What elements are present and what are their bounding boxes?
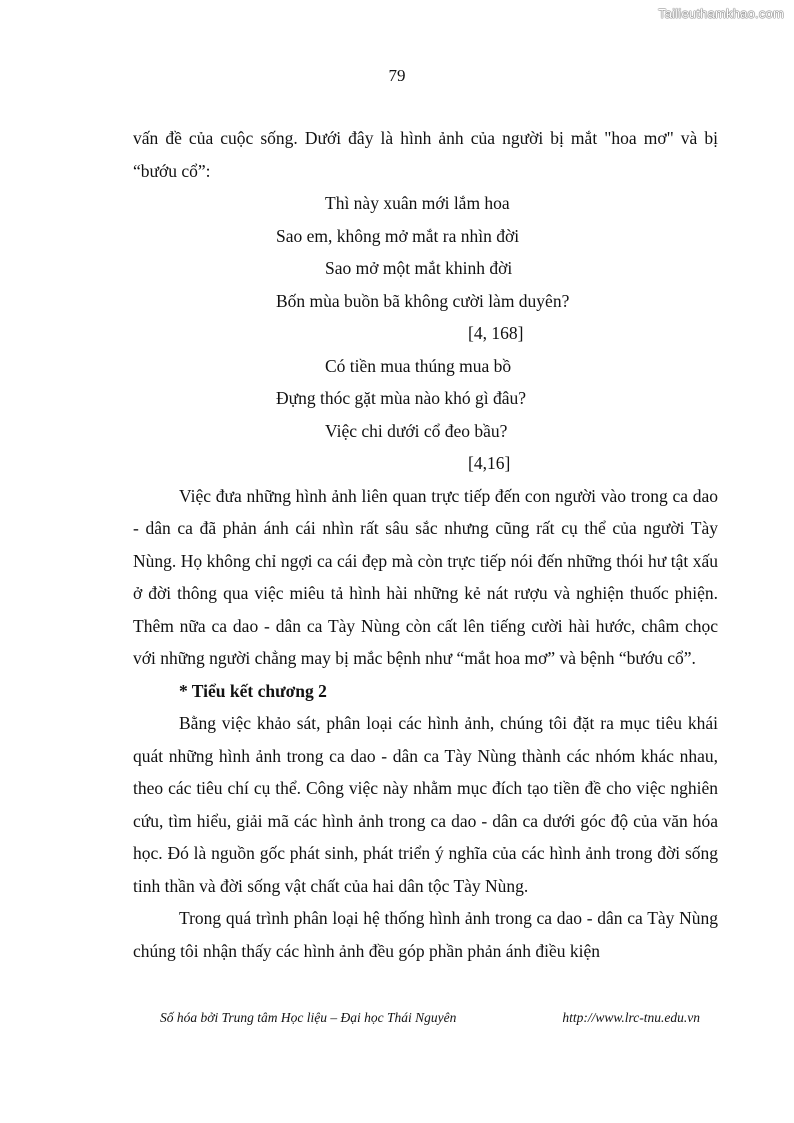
poem-citation: [4, 168] xyxy=(468,323,524,343)
poem-2 xyxy=(133,350,718,480)
poem-line: Thì này xuân mới lắm hoa xyxy=(325,193,510,213)
poem-citation: [4,16] xyxy=(468,453,511,473)
poem-line: Sao em, không mở mắt ra nhìn đời xyxy=(276,225,520,246)
document-body xyxy=(133,122,718,967)
poem-line: Đựng thóc gặt mùa nào khó gì đâu? xyxy=(276,388,527,408)
watermark: Tailieuthamkhao.com xyxy=(658,6,784,21)
page-footer xyxy=(160,1010,700,1026)
poem-line: Sao mở một mắt khinh đời xyxy=(325,258,513,278)
body-paragraph: Việc đưa những hình ảnh liên quan trực tiếp đến con người vào trong ca dao - dân ca đã phản ánh cái nhìn rất sâu sắc nhưng cũng rất cụ thể của người Tày Nùng. Họ không chỉ ngợi ca cái đẹp mà còn trực tiếp nói đến những thói hư tật xấu ở đời thông qua việc miêu tả hình hài những kẻ nát rượu và nghiện thuốc phiện. Thêm nữa ca dao - dân ca Tày Nùng còn cất lên tiếng cười hài hước, châm chọc với những người chẳng may bị mắc bệnh như “mắt hoa mơ” và bệnh “bướu cổ”. xyxy=(133,485,718,668)
body-paragraph: Bằng việc khảo sát, phân loại các hình ảnh, chúng tôi đặt ra mục tiêu khái quát những hình ảnh trong ca dao - dân ca Tày Nùng thành các nhóm khác nhau, theo các tiêu chí cụ thể. Công việc này nhằm mục đích tạo tiền đề cho việc nghiên cứu, tìm hiểu, giải mã các hình ảnh trong ca dao - dân ca dưới góc độ của văn hóa học. Đó là nguồn gốc phát sinh, phát triển ý nghĩa của các hình ảnh trong đời sống tinh thần và đời sống vật chất của hai dân tộc Tày Nùng. xyxy=(133,713,718,896)
footer-url: http://www.lrc-tnu.edu.vn xyxy=(562,1010,700,1025)
page-number: 79 xyxy=(388,66,406,85)
body-paragraph: Trong quá trình phân loại hệ thống hình ảnh trong ca dao - dân ca Tày Nùng chúng tôi nhận thấy các hình ảnh đều góp phần phản ánh điều kiện xyxy=(133,908,718,961)
poem-line: Bốn mùa buồn bã không cười làm duyên? xyxy=(276,290,570,311)
poem-line: Việc chi dưới cổ đeo bầu? xyxy=(325,420,508,441)
poem-1 xyxy=(133,187,718,350)
footer-source: Số hóa bởi Trung tâm Học liệu – Đại học Thái Nguyên xyxy=(160,1010,457,1025)
intro-paragraph: vấn đề của cuộc sống. Dưới đây là hình ảnh của người bị mắt "hoa mơ" và bị “bướu cổ”: xyxy=(133,128,718,181)
poem-line: Có tiền mua thúng mua bồ xyxy=(325,355,512,376)
section-heading: * Tiểu kết chương 2 xyxy=(179,680,327,701)
